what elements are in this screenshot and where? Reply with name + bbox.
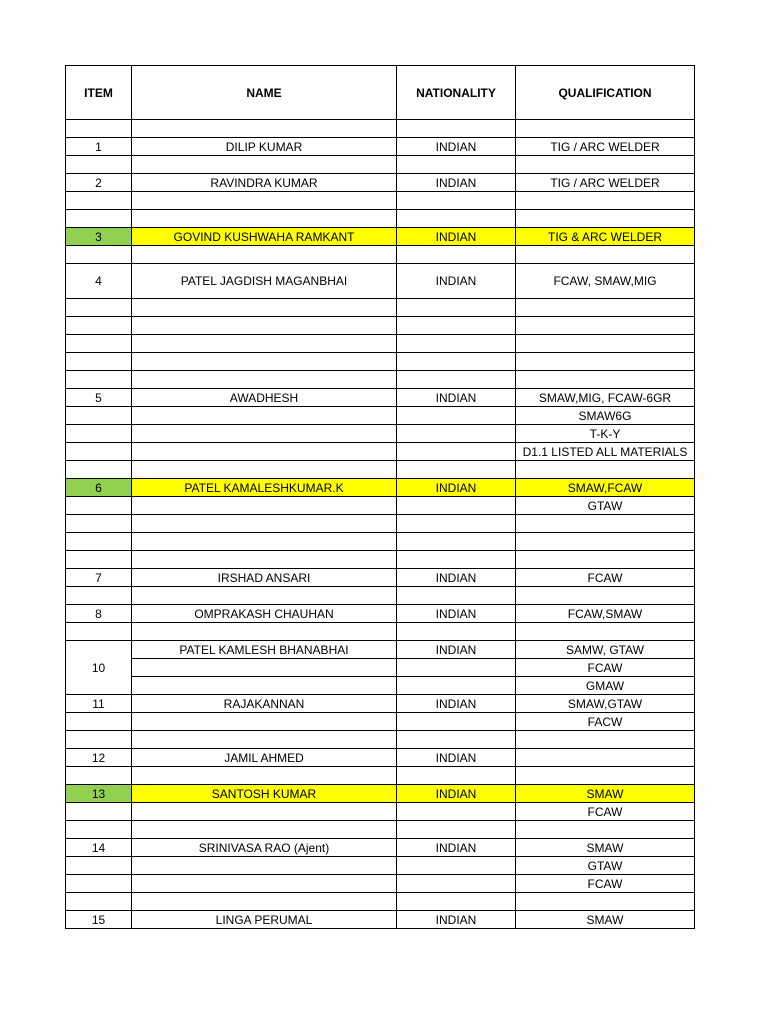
name-cell: LINGA PERUMAL xyxy=(132,911,397,929)
item-cell xyxy=(66,371,132,389)
qualification-cell: FCAW xyxy=(516,803,695,821)
nationality-cell xyxy=(397,731,516,749)
item-cell: 13 xyxy=(66,785,132,803)
qualification-cell xyxy=(516,533,695,551)
qualification-cell: D1.1 LISTED ALL MATERIALS xyxy=(516,443,695,461)
item-cell xyxy=(66,353,132,371)
name-cell xyxy=(132,767,397,785)
nationality-cell xyxy=(397,821,516,839)
qualification-cell: GTAW xyxy=(516,497,695,515)
name-cell xyxy=(132,120,397,138)
qualification-cell: TIG / ARC WELDER xyxy=(516,138,695,156)
nationality-cell: INDIAN xyxy=(397,605,516,623)
item-cell xyxy=(66,533,132,551)
table-row xyxy=(66,371,695,389)
table-row xyxy=(66,551,695,569)
nationality-cell xyxy=(397,317,516,335)
qualification-cell: T-K-Y xyxy=(516,425,695,443)
item-cell xyxy=(66,335,132,353)
table-row xyxy=(66,767,695,785)
qualification-cell: SMAW,FCAW xyxy=(516,479,695,497)
header-name: NAME xyxy=(132,66,397,120)
table-row xyxy=(66,443,695,461)
item-cell xyxy=(66,803,132,821)
table-row xyxy=(66,911,695,929)
item-cell xyxy=(66,425,132,443)
table-row xyxy=(66,839,695,857)
name-cell: PATEL KAMLESH BHANABHAI xyxy=(132,641,397,659)
name-cell xyxy=(132,156,397,174)
nationality-cell xyxy=(397,192,516,210)
name-cell xyxy=(132,803,397,821)
qualification-cell xyxy=(516,353,695,371)
item-cell: 7 xyxy=(66,569,132,587)
item-cell xyxy=(66,317,132,335)
nationality-cell xyxy=(397,443,516,461)
name-cell xyxy=(132,533,397,551)
item-cell xyxy=(66,210,132,228)
name-cell xyxy=(132,515,397,533)
item-cell: 5 xyxy=(66,389,132,407)
nationality-cell: INDIAN xyxy=(397,695,516,713)
qualification-cell: TIG / ARC WELDER xyxy=(516,174,695,192)
header-nationality: NATIONALITY xyxy=(397,66,516,120)
item-cell xyxy=(66,246,132,264)
qualification-cell: FCAW, SMAW,MIG xyxy=(516,264,695,299)
nationality-cell xyxy=(397,515,516,533)
nationality-cell xyxy=(397,767,516,785)
item-cell xyxy=(66,731,132,749)
item-cell: 4 xyxy=(66,264,132,299)
table-row xyxy=(66,389,695,407)
nationality-cell: INDIAN xyxy=(397,479,516,497)
nationality-cell: INDIAN xyxy=(397,641,516,659)
item-cell xyxy=(66,713,132,731)
nationality-cell xyxy=(397,371,516,389)
table-row xyxy=(66,695,695,713)
nationality-cell xyxy=(397,156,516,174)
qualification-cell xyxy=(516,587,695,605)
nationality-cell xyxy=(397,803,516,821)
name-cell xyxy=(132,192,397,210)
table-row xyxy=(66,821,695,839)
table-row xyxy=(66,461,695,479)
item-cell xyxy=(66,623,132,641)
qualification-cell xyxy=(516,515,695,533)
table-row xyxy=(66,479,695,497)
qualification-cell: SAMW, GTAW xyxy=(516,641,695,659)
name-cell xyxy=(132,821,397,839)
nationality-cell xyxy=(397,677,516,695)
name-cell xyxy=(132,893,397,911)
table-row xyxy=(66,731,695,749)
table-row xyxy=(66,407,695,425)
table-row xyxy=(66,497,695,515)
table-row xyxy=(66,515,695,533)
table-row xyxy=(66,120,695,138)
name-cell xyxy=(132,857,397,875)
nationality-cell xyxy=(397,120,516,138)
qualification-cell xyxy=(516,299,695,317)
nationality-cell: INDIAN xyxy=(397,839,516,857)
nationality-cell xyxy=(397,246,516,264)
item-cell xyxy=(66,156,132,174)
qualification-cell xyxy=(516,767,695,785)
nationality-cell: INDIAN xyxy=(397,138,516,156)
item-cell: 10 xyxy=(66,641,132,695)
name-cell xyxy=(132,353,397,371)
table-row xyxy=(66,228,695,246)
name-cell xyxy=(132,407,397,425)
nationality-cell xyxy=(397,659,516,677)
name-cell: AWADHESH xyxy=(132,389,397,407)
qualification-cell xyxy=(516,623,695,641)
nationality-cell xyxy=(397,425,516,443)
header-item: ITEM xyxy=(66,66,132,120)
table-row xyxy=(66,156,695,174)
name-cell xyxy=(132,587,397,605)
qualification-cell xyxy=(516,551,695,569)
nationality-cell xyxy=(397,875,516,893)
qualification-cell: SMAW xyxy=(516,911,695,929)
nationality-cell xyxy=(397,623,516,641)
nationality-cell xyxy=(397,353,516,371)
name-cell xyxy=(132,731,397,749)
item-cell xyxy=(66,587,132,605)
item-cell: 1 xyxy=(66,138,132,156)
name-cell xyxy=(132,875,397,893)
qualification-cell: SMAW6G xyxy=(516,407,695,425)
qualification-cell xyxy=(516,156,695,174)
qualification-cell: SMAW,GTAW xyxy=(516,695,695,713)
item-cell xyxy=(66,461,132,479)
name-cell xyxy=(132,335,397,353)
qualification-cell xyxy=(516,893,695,911)
nationality-cell xyxy=(397,587,516,605)
table-row xyxy=(66,875,695,893)
qualification-cell xyxy=(516,371,695,389)
item-cell xyxy=(66,120,132,138)
qualification-cell xyxy=(516,335,695,353)
nationality-cell xyxy=(397,335,516,353)
qualification-cell: FCAW xyxy=(516,875,695,893)
name-cell: SRINIVASA RAO (Ajent) xyxy=(132,839,397,857)
table-row xyxy=(66,749,695,767)
nationality-cell xyxy=(397,407,516,425)
item-cell: 3 xyxy=(66,228,132,246)
name-cell xyxy=(132,443,397,461)
table-row xyxy=(66,425,695,443)
nationality-cell: INDIAN xyxy=(397,264,516,299)
name-cell xyxy=(132,210,397,228)
item-cell: 14 xyxy=(66,839,132,857)
item-cell xyxy=(66,551,132,569)
item-cell: 12 xyxy=(66,749,132,767)
name-cell: GOVIND KUSHWAHA RAMKANT xyxy=(132,228,397,246)
nationality-cell xyxy=(397,210,516,228)
qualification-cell xyxy=(516,246,695,264)
item-cell xyxy=(66,857,132,875)
nationality-cell xyxy=(397,461,516,479)
table-row xyxy=(66,246,695,264)
name-cell xyxy=(132,497,397,515)
name-cell xyxy=(132,246,397,264)
qualification-cell: GMAW xyxy=(516,677,695,695)
table-row xyxy=(66,623,695,641)
table-row xyxy=(66,677,695,695)
item-cell xyxy=(66,497,132,515)
item-cell xyxy=(66,299,132,317)
nationality-cell: INDIAN xyxy=(397,228,516,246)
qualification-cell xyxy=(516,317,695,335)
name-cell: SANTOSH KUMAR xyxy=(132,785,397,803)
item-cell xyxy=(66,767,132,785)
nationality-cell: INDIAN xyxy=(397,911,516,929)
name-cell: JAMIL AHMED xyxy=(132,749,397,767)
name-cell: RAVINDRA KUMAR xyxy=(132,174,397,192)
item-cell: 15 xyxy=(66,911,132,929)
qualification-cell xyxy=(516,821,695,839)
table-row xyxy=(66,264,695,299)
item-cell: 8 xyxy=(66,605,132,623)
name-cell xyxy=(132,713,397,731)
name-cell: OMPRAKASH CHAUHAN xyxy=(132,605,397,623)
qualification-cell xyxy=(516,210,695,228)
name-cell xyxy=(132,659,397,677)
table-row xyxy=(66,353,695,371)
header-row xyxy=(66,66,695,120)
table-row xyxy=(66,641,695,659)
nationality-cell xyxy=(397,299,516,317)
name-cell: RAJAKANNAN xyxy=(132,695,397,713)
name-cell xyxy=(132,371,397,389)
item-cell: 2 xyxy=(66,174,132,192)
item-cell: 6 xyxy=(66,479,132,497)
item-cell xyxy=(66,893,132,911)
nationality-cell xyxy=(397,893,516,911)
name-cell xyxy=(132,299,397,317)
qualification-cell: SMAW xyxy=(516,839,695,857)
nationality-cell: INDIAN xyxy=(397,749,516,767)
nationality-cell: INDIAN xyxy=(397,174,516,192)
table-row xyxy=(66,857,695,875)
table-row xyxy=(66,605,695,623)
table-row xyxy=(66,335,695,353)
qualification-cell xyxy=(516,461,695,479)
name-cell: PATEL JAGDISH MAGANBHAI xyxy=(132,264,397,299)
qualification-cell xyxy=(516,120,695,138)
table-row xyxy=(66,785,695,803)
table-row xyxy=(66,893,695,911)
nationality-cell: INDIAN xyxy=(397,389,516,407)
name-cell xyxy=(132,677,397,695)
table-row xyxy=(66,533,695,551)
name-cell: PATEL KAMALESHKUMAR.K xyxy=(132,479,397,497)
table-row xyxy=(66,587,695,605)
nationality-cell xyxy=(397,857,516,875)
qualification-cell: FACW xyxy=(516,713,695,731)
qualification-cell: FCAW xyxy=(516,569,695,587)
table-row xyxy=(66,138,695,156)
qualification-cell xyxy=(516,749,695,767)
name-cell xyxy=(132,425,397,443)
table-row xyxy=(66,192,695,210)
qualification-cell: SMAW,MIG, FCAW-6GR xyxy=(516,389,695,407)
nationality-cell: INDIAN xyxy=(397,569,516,587)
name-cell xyxy=(132,461,397,479)
item-cell xyxy=(66,821,132,839)
item-cell xyxy=(66,875,132,893)
header-qualification: QUALIFICATION xyxy=(516,66,695,120)
table-row xyxy=(66,659,695,677)
table-row xyxy=(66,210,695,228)
qualification-cell: SMAW xyxy=(516,785,695,803)
item-cell xyxy=(66,407,132,425)
name-cell xyxy=(132,623,397,641)
qualification-cell xyxy=(516,731,695,749)
nationality-cell xyxy=(397,533,516,551)
name-cell: DILIP KUMAR xyxy=(132,138,397,156)
name-cell: IRSHAD ANSARI xyxy=(132,569,397,587)
item-cell: 11 xyxy=(66,695,132,713)
nationality-cell xyxy=(397,551,516,569)
name-cell xyxy=(132,551,397,569)
qualification-cell: TIG & ARC WELDER xyxy=(516,228,695,246)
qualification-cell xyxy=(516,192,695,210)
table-row xyxy=(66,174,695,192)
table-row xyxy=(66,803,695,821)
item-cell xyxy=(66,443,132,461)
item-cell xyxy=(66,515,132,533)
qualification-cell: GTAW xyxy=(516,857,695,875)
name-cell xyxy=(132,317,397,335)
welder-table xyxy=(65,65,695,929)
item-cell xyxy=(66,192,132,210)
qualification-cell: FCAW xyxy=(516,659,695,677)
table-row xyxy=(66,569,695,587)
nationality-cell xyxy=(397,713,516,731)
qualification-cell: FCAW,SMAW xyxy=(516,605,695,623)
nationality-cell: INDIAN xyxy=(397,785,516,803)
table-row xyxy=(66,713,695,731)
nationality-cell xyxy=(397,497,516,515)
table-row xyxy=(66,299,695,317)
table-row xyxy=(66,317,695,335)
